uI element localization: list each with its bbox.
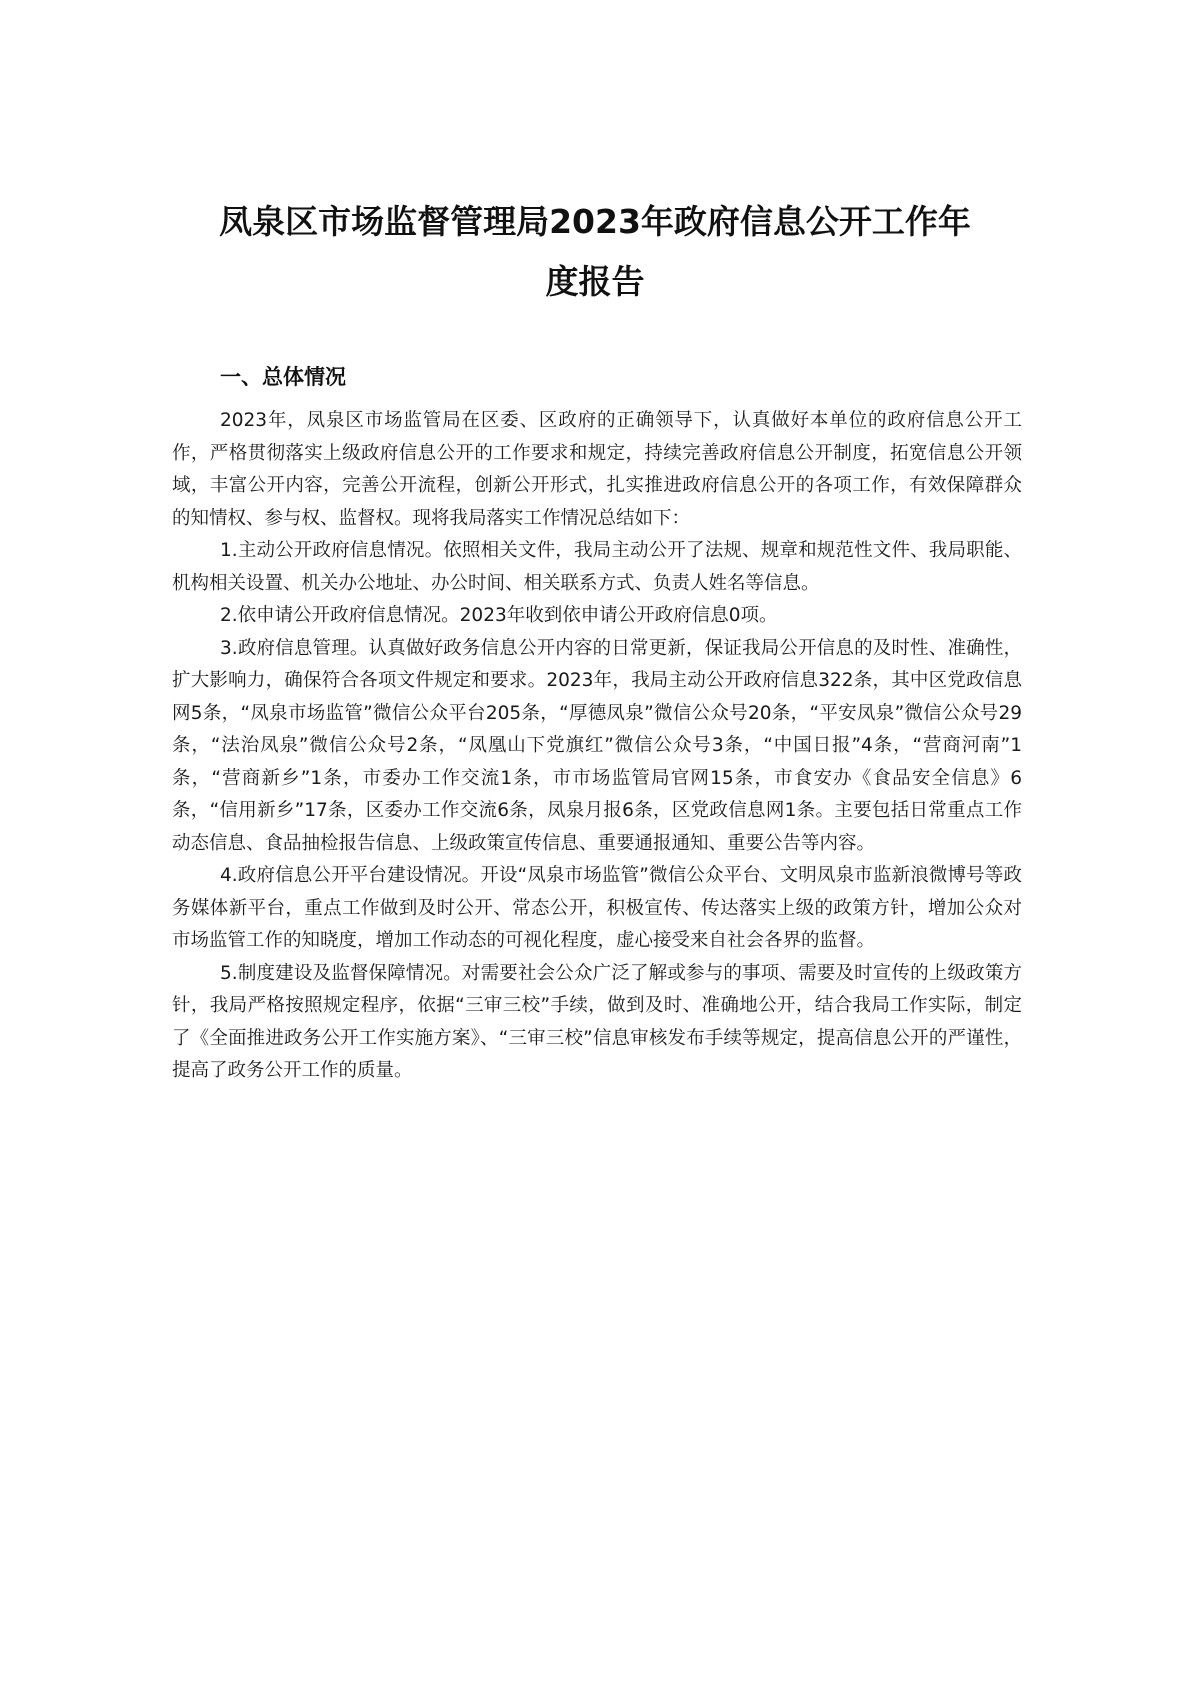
- title-line-2: 度报告: [545, 262, 645, 301]
- document-body: [172, 405, 1022, 1088]
- section-heading-overview: 一、总体情况: [220, 365, 346, 389]
- title-line-1: 凤泉区市场监督管理局2023年政府信息公开工作年: [219, 202, 971, 241]
- paragraph-info-management: 3.政府信息管理。认真做好政务信息公开内容的日常更新，保证我局公开信息的及时性、准确性，扩大影响力，确保符合各项文件规定和要求。2023年，我局主动公开政府信息322条，其中区党政信息网5条，“凤泉市场监管”微信公众平台205条，“厚德凤泉”微信公众号20条，“平安凤泉”微信公众号29条，“法治凤泉”微信公众号2条，“凤凰山下党旗红”微信公众号3条，“中国日报”4条，“营商河南”1条，“营商新乡”1条，市委办工作交流1条，市市场监管局官网15条，市食安办《食品安全信息》6条，“信用新乡”17条，区委办工作交流6条，凤泉月报6条，区党政信息网1条。主要包括日常重点工作动态信息、食品抽检报告信息、上级政策宣传信息、重要通报通知、重要公告等内容。: [172, 637, 1022, 854]
- paragraph-intro: 2023年，凤泉区市场监管局在区委、区政府的正确领导下，认真做好本单位的政府信息公开工作，严格贯彻落实上级政府信息公开的工作要求和规定，持续完善政府信息公开制度，拓宽信息公开领域，丰富公开内容，完善公开流程，创新公开形式，扎实推进政府信息公开的各项工作，有效保障群众的知情权、参与权、监督权。现将我局落实工作情况总结如下：: [172, 410, 1022, 529]
- document-title: [160, 192, 1030, 312]
- paragraph-request-disclosure: 2.依申请公开政府信息情况。2023年收到依申请公开政府信息0项。: [220, 605, 778, 626]
- paragraph-active-disclosure: 1.主动公开政府信息情况。依照相关文件，我局主动公开了法规、规章和规范性文件、我局职能、机构相关设置、机关办公地址、办公时间、相关联系方式、负责人姓名等信息。: [172, 540, 1022, 594]
- paragraph-platform-construction: 4.政府信息公开平台建设情况。开设“凤泉市场监管”微信公众平台、文明凤泉市监新浪微博号等政务媒体新平台，重点工作做到及时公开、常态公开，积极宣传、传达落实上级的政策方针，增加公众对市场监管工作的知晓度，增加工作动态的可视化程度，虚心接受来自社会各界的监督。: [172, 865, 1022, 951]
- paragraph-system-supervision: 5.制度建设及监督保障情况。对需要社会公众广泛了解或参与的事项、需要及时宣传的上级政策方针，我局严格按照规定程序，依据“三审三校”手续，做到及时、准确地公开，结合我局工作实际，制定了《全面推进政务公开工作实施方案》、“三审三校”信息审核发布手续等规定，提高信息公开的严谨性，提高了政务公开工作的质量。: [172, 962, 1022, 1081]
